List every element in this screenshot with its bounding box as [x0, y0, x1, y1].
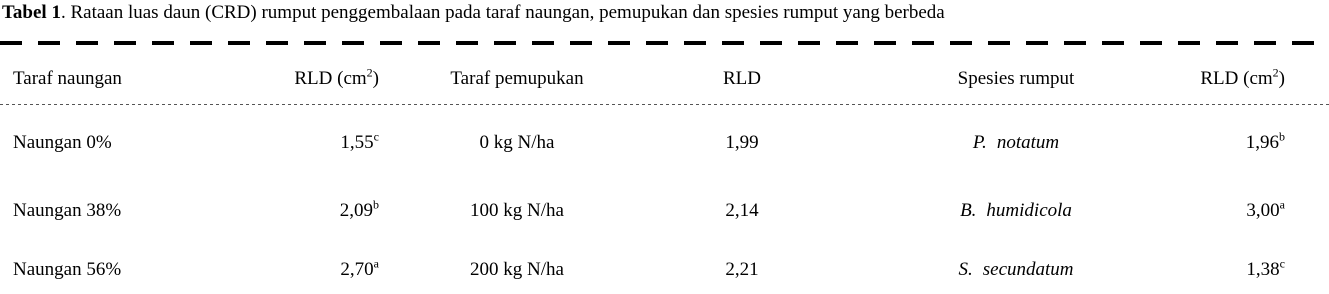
fertilization-rld-cell: 2,21 — [725, 259, 759, 280]
table-caption — [2, 2, 945, 24]
header-shade-level: Taraf naungan — [13, 68, 122, 89]
shade-rld-cell: 1,55$^c$ — [340, 129, 379, 153]
shade-level-cell: Naungan 56% — [13, 259, 122, 280]
shade-rld-cell: 2,70$^a$ — [340, 256, 379, 280]
header-rld-fertilization: RLD — [723, 68, 761, 89]
species-rld-cell: 1,96$^b$ — [1245, 129, 1285, 153]
shade-level-cell: Naungan 0% — [13, 132, 112, 153]
species-cell: B. humidicola — [960, 200, 1072, 221]
species-cell: P. notatum — [972, 132, 1060, 153]
species-rld-cell: 3,00$^a$ — [1246, 197, 1285, 221]
table-caption-text: . Rataan luas daun (CRD) rumput penggembalaan pada taraf naungan, pemupukan dan spesies rumput yang berbeda — [60, 2, 945, 23]
header-fertilization-level: Taraf pemupukan — [450, 68, 584, 89]
shade-rld-cell: 2,09$^b$ — [339, 197, 379, 221]
fertilization-level-cell: 100 kg N/ha — [470, 200, 564, 221]
fertilization-rld-cell: 2,14 — [725, 200, 759, 221]
top-dashed-rule — [0, 41, 1329, 45]
species-rld-cell: 1,38$^c$ — [1246, 256, 1285, 280]
header-species: Spesies rumput — [957, 68, 1075, 89]
header-dashed-rule — [0, 104, 1329, 105]
header-rld-shade: RLD $(cm^2)$ — [294, 65, 379, 89]
species-cell: S. secundatum — [958, 259, 1074, 280]
fertilization-level-cell: 200 kg N/ha — [470, 259, 564, 280]
fertilization-rld-cell: 1,99 — [725, 132, 759, 153]
fertilization-level-cell: 0 kg N/ha — [479, 132, 555, 153]
header-rld-species: RLD $(cm^2)$ — [1200, 65, 1285, 89]
table-caption-label: Tabel 1 — [2, 2, 61, 23]
shade-level-cell: Naungan 38% — [13, 200, 122, 221]
